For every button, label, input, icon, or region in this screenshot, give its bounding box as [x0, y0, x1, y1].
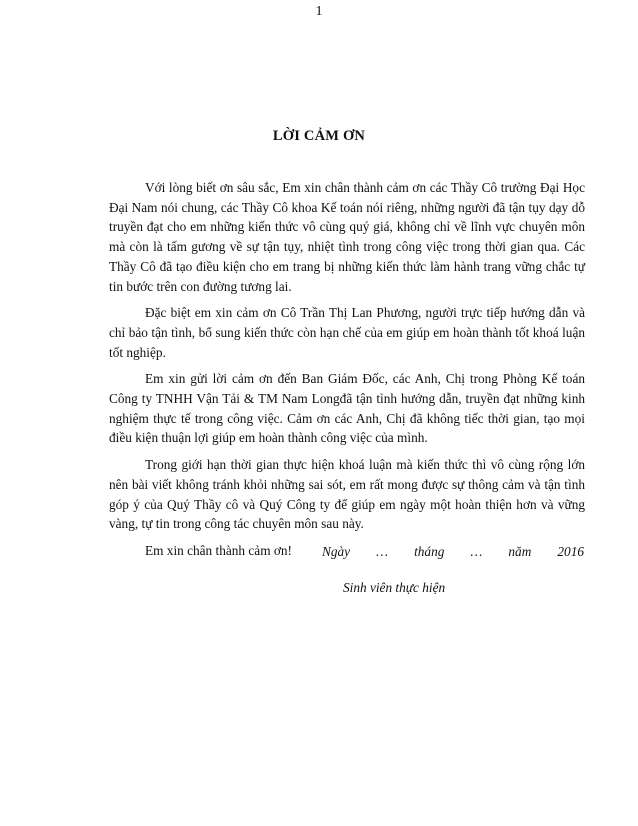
acknowledgement-body — [109, 178, 585, 565]
date-year-label: năm — [508, 544, 532, 559]
page-number: 1 — [315, 4, 323, 19]
date-year-value: 2016 — [557, 544, 584, 559]
date-month-value: … — [470, 544, 483, 559]
paragraph-gratitude-university: Với lòng biết ơn sâu sắc, Em xin chân thành cảm ơn các Thầy Cô trường Đại Học Đại Nam nói chung, các Thầy Cô khoa Kế toán nói riêng, những người đã tận tụy dạy dỗ truyền đạt cho em những kiến thức vô cùng quý giá, không chỉ về lĩnh vực chuyên môn mà còn là tấm gương về sự tận tụy, nhiệt tình trong công việc trong thời gian qua. Các Thầy Cô đã tạo điều kiện cho em trang bị những kiến thức làm hành trang vững chắc tự tin bước trên con đường tương lai. — [109, 180, 585, 294]
date-day-label: Ngày — [322, 544, 351, 559]
closing-thanks: Em xin chân thành cảm ơn! — [145, 542, 292, 558]
paragraph-gratitude-supervisor: Đặc biệt em xin cảm ơn Cô Trần Thị Lan Phương, người trực tiếp hướng dẫn và chỉ bảo tận tình, bổ sung kiến thức còn hạn chế của em giúp em hoàn thành tốt khoá luận tốt nghiệp. — [109, 305, 585, 360]
date-month-label: tháng — [414, 544, 445, 559]
signature-label: Sinh viên thực hiện — [343, 580, 446, 595]
date-line — [322, 544, 584, 560]
page-title: LỜI CẢM ƠN — [272, 128, 366, 144]
date-day-value: … — [376, 544, 388, 559]
paragraph-gratitude-company: Em xin gửi lời cảm ơn đến Ban Giám Đốc, các Anh, Chị trong Phòng Kế toán Công ty TNHH Vận Tải & TM Nam Longđã tận tình hướng dẫn, truyền đạt những kinh nghiệm thực tế trong công việc. Cảm ơn các Anh, Chị đã không tiếc thời gian, tạo mọi điều kiện thuận lợi giúp em hoàn thành công việc của mình. — [109, 371, 585, 446]
paragraph-limitations: Trong giới hạn thời gian thực hiện khoá luận mà kiến thức thì vô cùng rộng lớn nên bài viết không tránh khỏi những sai sót, em rất mong được sự thông cảm và tận tình góp ý của Quý Thầy cô và Quý Công ty để giúp em ngày một hoàn thiện hơn và vững vàng, tự tin trong công tác chuyên môn sau này. — [109, 457, 585, 532]
